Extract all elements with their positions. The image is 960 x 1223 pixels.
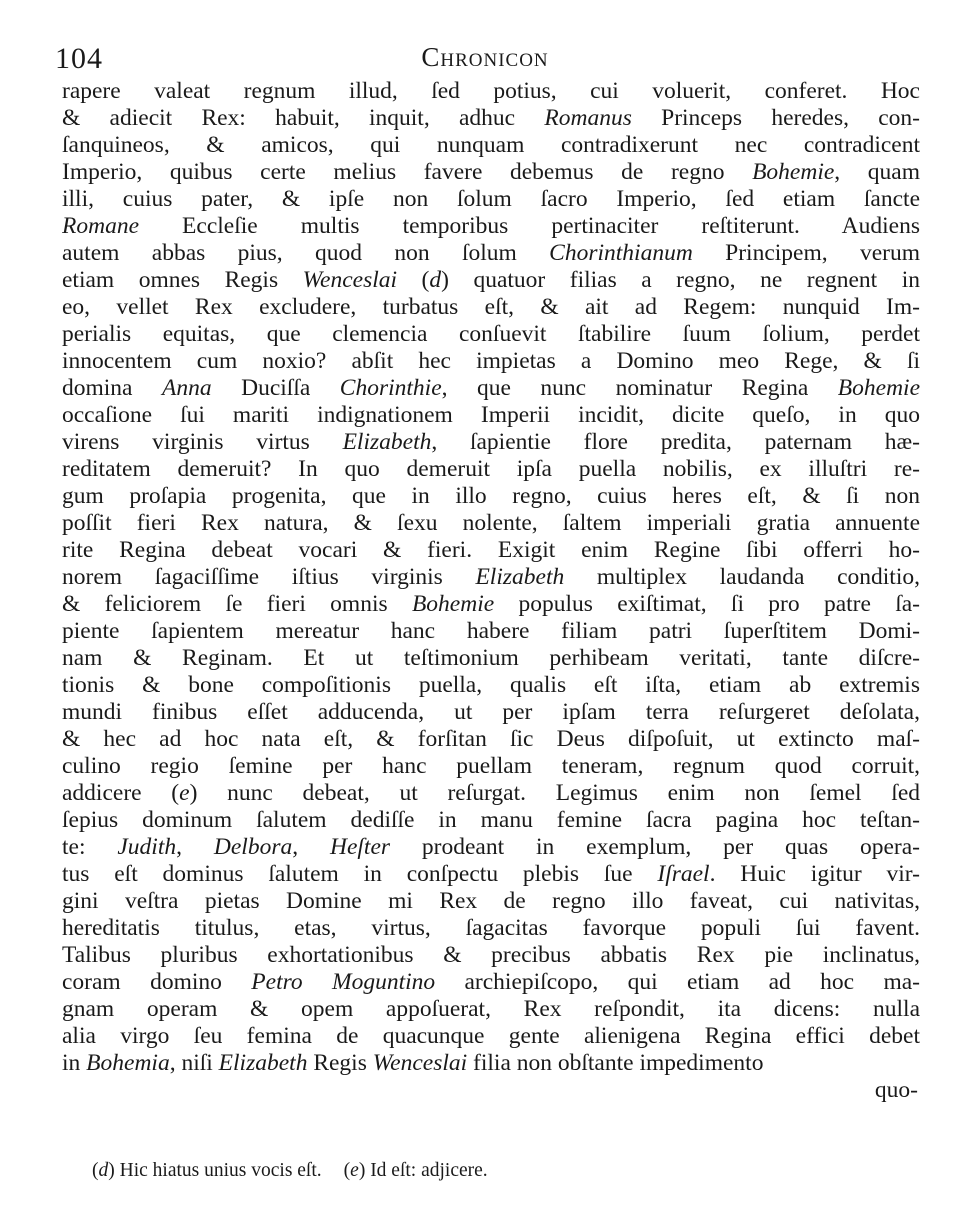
text-line — [62, 672, 920, 699]
text-run: Talibus pluribus exhortationibus & precibus abbatis Rex pie inclinatus, — [62, 942, 920, 968]
text-run: filia non obſtante impedimento — [467, 1050, 764, 1076]
text-line — [62, 429, 920, 456]
text-line — [62, 807, 920, 834]
text-run: , ſapientie flore predita, paternam hæ- — [431, 429, 920, 455]
text-line — [62, 915, 920, 942]
text-run: gum proſapia progenita, que in illo regno, cuius heres eſt, & ſi non — [62, 483, 920, 509]
text-run: hereditatis titulus, etas, virtus, ſagacitas favorque populi ſui favent. — [62, 915, 920, 941]
page-number: 104 — [55, 42, 103, 75]
text-run: & adiecit Rex: habuit, inquit, adhuc — [62, 105, 545, 131]
text-run: piente ſapientem mereatur hanc habere filiam patri ſuperſtitem Domi- — [62, 618, 920, 644]
text-run: gnam operam & opem appoſuerat, Rex reſpondit, ita dicens: nulla — [62, 996, 920, 1022]
italic-name: Heſter — [329, 834, 391, 860]
italic-name: Wenceslai — [372, 1050, 468, 1076]
italic-name: Romane — [62, 213, 140, 239]
text-line — [62, 564, 920, 591]
text-run: tus eſt dominus ſalutem in conſpectu plebis ſue — [62, 861, 658, 887]
text-run: , quam — [834, 159, 920, 185]
text-run: in — [62, 1050, 87, 1076]
italic-name: Elizabeth — [218, 1050, 308, 1076]
text-run: reditatem demeruit? In quo demeruit ipſa puella nobilis, ex illuſtri re- — [62, 456, 920, 482]
text-run: ) nunc debeat, ut reſurgat. Legimus enim non ſemel ſed — [189, 780, 920, 806]
footnote: (e) Id eſt: adjicere. — [343, 1160, 488, 1181]
text-line — [62, 483, 920, 510]
text-line — [62, 456, 920, 483]
italic-name: Bohemie — [411, 591, 495, 617]
text-line — [62, 348, 920, 375]
italic-name: Wenceslai — [302, 267, 398, 293]
text-run: gini veſtra pietas Domine mi Rex de regno illo faveat, cui nativitas, — [62, 888, 920, 914]
text-run: ſepius dominum ſalutem dediſſe in manu femine ſacra pagina hoc teſtan- — [62, 807, 920, 833]
text-line — [62, 510, 920, 537]
text-run: populus exiſtimat, ſi pro patre ſa- — [494, 591, 920, 617]
italic-name: Romanus — [544, 105, 632, 131]
italic-name: Chorinthie — [339, 375, 442, 401]
text-run: te: — [62, 834, 118, 860]
running-head: Chronicon — [421, 42, 549, 72]
text-run: eo, vellet Rex excludere, turbatus eſt, & ait ad Regem: nunquid Im- — [62, 294, 920, 320]
italic-name: Judith — [117, 834, 177, 860]
italic-name: d — [429, 267, 442, 293]
text-run: , niſi — [169, 1050, 219, 1076]
text-line — [62, 726, 920, 753]
text-line — [62, 942, 920, 969]
text-run: rite Regina debeat vocari & fieri. Exigit enim Regine ſibi offerri ho- — [62, 537, 920, 563]
footnote-marker: e — [350, 1160, 359, 1181]
text-line — [62, 834, 920, 861]
text-line — [62, 861, 920, 888]
footnote-text: Id eſt: adjicere. — [365, 1160, 488, 1181]
text-run: alia virgo ſeu femina de quacunque gente alienigena Regina effici debet — [62, 1023, 920, 1049]
text-line — [62, 780, 920, 807]
text-line — [62, 105, 920, 132]
text-run: occaſione ſui mariti indignationem Imperii incidit, dicite queſo, in quo — [62, 402, 920, 428]
text-run: multiplex laudanda conditio, — [564, 564, 920, 590]
italic-name: Bohemie — [837, 375, 920, 401]
text-line — [62, 213, 920, 240]
footnote-marker: d — [98, 1160, 109, 1181]
text-line — [62, 402, 920, 429]
footnote: (d) Hic hiatus unius vocis eſt. — [92, 1160, 322, 1181]
italic-name: Iſrael — [657, 861, 710, 887]
text-run: & feliciorem ſe fieri omnis — [62, 591, 412, 617]
text-run: ) quatuor filias a regno, ne regnent in — [441, 267, 920, 293]
italic-name: Bohemie — [752, 159, 835, 185]
text-line — [62, 537, 920, 564]
text-run: coram domino — [62, 969, 252, 995]
footnotes — [92, 1158, 892, 1184]
text-run: virens virginis virtus — [62, 429, 343, 455]
text-run: , que nunc nominatur Regina — [441, 375, 838, 401]
text-run: innocentem cum noxio? abſit hec impietas a Domino meo Rege, & ſi — [62, 348, 920, 374]
text-run: rapere valeat regnum illud, ſed potius, cui voluerit, conferet. Hoc — [62, 78, 920, 104]
italic-name: e — [179, 780, 190, 806]
italic-name: Elizabeth — [475, 564, 565, 590]
text-run: mundi finibus eſſet adducenda, ut per ipſam terra reſurgeret deſolata, — [62, 699, 920, 725]
text-line — [62, 888, 920, 915]
text-run: poſſit fieri Rex natura, & ſexu nolente, ſaltem imperiali gratia annuente — [62, 510, 920, 536]
text-line — [62, 78, 920, 105]
text-line — [62, 186, 920, 213]
text-run: Eccleſie multis temporibus pertinaciter reſtiterunt. Audiens — [139, 213, 920, 239]
text-run: Princeps heredes, con- — [631, 105, 920, 131]
text-run: etiam omnes Regis — [62, 267, 303, 293]
text-run: Principem, verum — [692, 240, 920, 266]
text-run: domina — [62, 375, 162, 401]
text-line — [62, 645, 920, 672]
italic-name: Anna — [162, 375, 212, 401]
text-run: perialis equitas, que clemencia conſuevit ſtabilire ſuum ſolium, perdet — [62, 321, 920, 347]
text-run: culino regio ſemine per hanc puellam teneram, regnum quod corruit, — [62, 753, 920, 779]
text-run: tionis & bone compoſitionis puella, qualis eſt iſta, etiam ab extremis — [62, 672, 920, 698]
text-line — [62, 1050, 920, 1077]
page-header — [55, 38, 915, 82]
text-run: , — [292, 834, 330, 860]
text-line — [62, 753, 920, 780]
body-text — [62, 78, 920, 1104]
text-run: & hec ad hoc nata eſt, & forſitan ſic Deus diſpoſuit, ut extincto maſ- — [62, 726, 920, 752]
italic-name: Delbora — [213, 834, 293, 860]
text-line — [62, 375, 920, 402]
text-run: addicere ( — [62, 780, 180, 806]
text-line — [62, 1023, 920, 1050]
text-line — [62, 618, 920, 645]
text-run: ſanquineos, & amicos, qui nunquam contradixerunt nec contradicent — [62, 132, 920, 158]
text-run: Imperio, quibus certe melius favere debemus de regno — [62, 159, 753, 185]
text-run: illi, cuius pater, & ipſe non ſolum ſacro Imperio, ſed etiam ſancte — [62, 186, 920, 212]
text-run: nam & Reginam. Et ut teſtimonium perhibeam veritati, tante diſcre- — [62, 645, 920, 671]
text-line — [62, 294, 920, 321]
text-line — [62, 240, 920, 267]
footnote-text: Hic hiatus unius vocis eſt. — [114, 1160, 322, 1181]
text-line — [62, 159, 920, 186]
text-run: Duciſſa — [211, 375, 340, 401]
text-line — [62, 996, 920, 1023]
text-run: Regis — [307, 1050, 373, 1076]
text-run: prodeant in exemplum, per quas opera- — [390, 834, 920, 860]
text-line — [62, 321, 920, 348]
text-run: ( — [397, 267, 430, 293]
italic-name: Bohemia — [86, 1050, 170, 1076]
text-run: . Huic igitur vir- — [709, 861, 920, 887]
text-run: archiepiſcopo, qui etiam ad hoc ma- — [435, 969, 920, 995]
text-line — [62, 969, 920, 996]
text-run: norem ſagaciſſime iſtius virginis — [62, 564, 476, 590]
text-run: autem abbas pius, quod non ſolum — [62, 240, 550, 266]
text-line — [62, 132, 920, 159]
italic-name: Petro Moguntino — [251, 969, 436, 995]
text-run: , — [176, 834, 214, 860]
italic-name: Chorinthianum — [549, 240, 693, 266]
italic-name: Elizabeth — [342, 429, 432, 455]
text-line — [62, 591, 920, 618]
catchword: quo- — [874, 1077, 918, 1103]
text-line — [62, 267, 920, 294]
text-line — [62, 699, 920, 726]
